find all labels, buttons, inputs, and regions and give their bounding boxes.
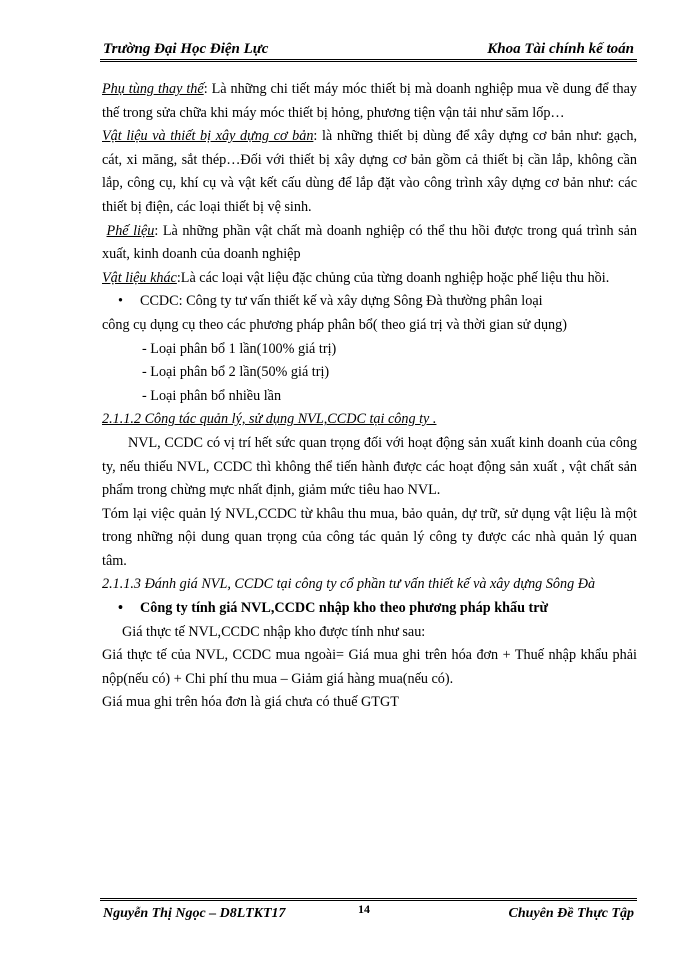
paragraph-other-materials <box>102 267 637 291</box>
paragraph-price-formula: Giá thực tế của NVL, CCDC mua ngoài= Giá mua ghi trên hóa đơn + Thuế nhập khẩu phải nộp(nếu có) + Chi phí thu mua – Giảm giá hàng mua(nếu có). <box>102 647 637 687</box>
paragraph-construction-materials <box>102 125 637 219</box>
list-item: - Loại phân bổ 1 lần(100% giá trị) <box>142 340 337 357</box>
text-construction-materials: : là những thiết bị dùng để xây dựng cơ bản như: gạch, cát, xi măng, sắt thép…Đối với thiết bị xây dựng cơ bản gồm cả thiết bị cần lắp, không cần lắp, công cụ, khí cụ và vật kết cấu dùng để lắp đặt vào công trình xây dựng cơ bản như: các thiết bị điện, các loại thiết bị vệ sinh. <box>102 128 637 215</box>
page-header <box>100 38 637 62</box>
page-footer <box>100 898 637 922</box>
list-item: - Loại phân bổ nhiều lần <box>142 387 282 404</box>
header-rule <box>100 59 637 62</box>
term-scrap: Phế liệu <box>106 222 155 239</box>
bullet-dot: • <box>118 600 123 617</box>
bullet-dot: • <box>118 293 123 310</box>
section-heading-valuation: 2.1.1.3 Đánh giá NVL, CCDC tại công ty cổ phần tư vấn thiết kế và xây dựng Sông Đà <box>102 576 596 593</box>
footer-rule <box>100 898 637 901</box>
paragraph-invoice-price: Giá mua ghi trên hóa đơn là giá chưa có thuế GTGT <box>102 694 399 711</box>
footer-document-type: Chuyên Đề Thực Tập <box>508 906 634 921</box>
list-item: - Loại phân bổ 2 lần(50% giá trị) <box>142 364 330 381</box>
section-heading-management: 2.1.1.2 Công tác quản lý, sử dụng NVL,CCDC tại công ty . <box>102 411 437 428</box>
page-number: 14 <box>358 902 370 916</box>
term-construction-materials: Vật liệu và thiết bị xây dựng cơ bản <box>102 128 314 145</box>
footer-author: Nguyễn Thị Ngọc – D8LTKT17 <box>103 906 286 921</box>
text-other-materials: :Là các loại vật liệu đặc chủng của từng doanh nghiệp hoặc phế liệu thu hồi. <box>176 269 610 286</box>
bullet-ccdc <box>102 290 637 314</box>
bullet-pricing-method-text: Công ty tính giá NVL,CCDC nhập kho theo phương pháp khấu trừ <box>140 600 549 617</box>
paragraph-ccdc-classification: công cụ dụng cụ theo các phương pháp phân bổ( theo giá trị và thời gian sử dụng) <box>102 316 567 333</box>
term-spare-parts: Phụ tùng thay thế <box>102 81 204 97</box>
paragraph-importance: NVL, CCDC có vị trí hết sức quan trọng đối với hoạt động sản xuất kinh doanh của công ty, nếu thiếu NVL, CCDC thì không thể tiến hành được các hoạt động sản xuất , vật chất sản phẩm trong chừng mực nhất định, giảm mức tiêu hao NVL. <box>102 434 637 499</box>
header-school-name: Trường Đại Học Điện Lực <box>103 41 269 57</box>
text-scrap: : Là những phần vật chất mà doanh nghiệp có thể thu hồi được trong quá trình sản xuất, kinh doanh của doanh nghiệp <box>102 222 638 263</box>
document-body <box>102 78 637 715</box>
paragraph-summary: Tóm lại việc quản lý NVL,CCDC từ khâu thu mua, bảo quản, dự trữ, sử dụng vật liệu là một trong những nội dung quan trọng của công tác quản lý công ty được các nhà quản lý quan tâm. <box>102 505 637 569</box>
text-spare-parts: : Là những chi tiết máy móc thiết bị mà doanh nghiệp mua về dung để thay thế trong sửa chữa khi máy móc thiết bị hỏng, phương tiện vận tải như săm lốp… <box>102 81 637 121</box>
bullet-ccdc-text: CCDC: Công ty tư vấn thiết kế và xây dựng Sông Đà thường phân loại <box>140 293 543 310</box>
paragraph-spare-parts <box>102 78 637 125</box>
term-other-materials: Vật liệu khác <box>102 269 177 286</box>
paragraph-scrap <box>102 220 637 267</box>
header-faculty-name: Khoa Tài chính kế toán <box>487 41 634 57</box>
paragraph-actual-price-intro: Giá thực tế NVL,CCDC nhập kho được tính như sau: <box>122 623 426 640</box>
bullet-pricing-method <box>102 597 637 621</box>
